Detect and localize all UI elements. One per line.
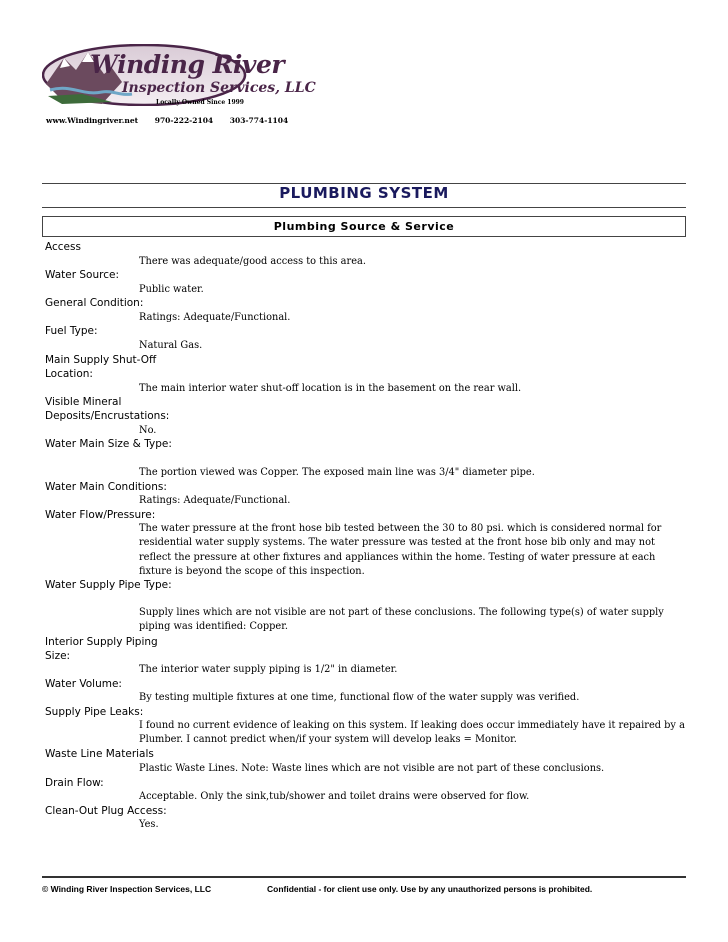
- item-text: I found no current evidence of leaking on this system. If leaking does occur immediately have it repaired by a Plumber. I cannot predict when/if your system will develop leaks = Monitor.: [139, 720, 685, 746]
- item-text: Yes.: [139, 819, 159, 830]
- item-label: Water Main Size & Type:: [45, 438, 172, 450]
- item-text: Acceptable. Only the sink,tub/shower and toilet drains were observed for flow.: [139, 791, 530, 802]
- item-text: Plastic Waste Lines. Note: Waste lines which are not visible are not part of these conclusions.: [139, 763, 605, 774]
- item-text: The portion viewed was Copper. The exposed main line was 3/4" diameter pipe.: [139, 467, 535, 478]
- item-label: Supply Pipe Leaks:: [45, 706, 144, 718]
- logo-subtitle: Inspection Services, LLC: [122, 80, 316, 96]
- item-label: Fuel Type:: [45, 325, 98, 337]
- item-text: The main interior water shut-off location is in the basement on the rear wall.: [139, 383, 522, 394]
- item-text: Ratings: Adequate/Functional.: [139, 495, 291, 506]
- item-text: Public water.: [139, 284, 204, 295]
- item-label: Drain Flow:: [45, 777, 104, 789]
- item-label: Water Source:: [45, 269, 119, 281]
- item-label: General Condition:: [45, 297, 144, 309]
- website-link[interactable]: www.Windingriver.net: [46, 116, 139, 125]
- tagline: Locally Owned Since 1999: [156, 99, 244, 106]
- logo-title: Winding River: [90, 50, 285, 79]
- section-bottom-rule: [42, 207, 686, 208]
- footer-rule: [42, 876, 686, 878]
- footer-notice: Confidential - for client use only. Use by any unauthorized persons is prohibited.: [267, 884, 593, 894]
- item-text: The water pressure at the front hose bib tested between the 30 to 80 psi. which is considered normal for residential water supply systems. The water pressure was tested at the front hose bib only and may not reflect the pressure at other fixtures and appliances within the home. Testing of water pressure at each fixture is beyond the scope of this inspection.: [139, 523, 662, 577]
- item-text: Natural Gas.: [139, 340, 203, 351]
- phone-number-2: 303-774-1104: [229, 116, 289, 125]
- item-text: There was adequate/good access to this area.: [139, 256, 366, 267]
- item-text: By testing multiple fixtures at one time, functional flow of the water supply was verified.: [139, 692, 580, 703]
- section-title: PLUMBING SYSTEM: [279, 184, 449, 202]
- item-label: Water Flow/Pressure:: [45, 509, 156, 521]
- item-label: Visible Mineral Deposits/Encrustations:: [45, 396, 170, 422]
- phone-number-1: 970-222-2104: [154, 116, 214, 125]
- item-label: Access: [45, 241, 81, 253]
- item-label: Water Supply Pipe Type:: [45, 579, 172, 591]
- item-text: The interior water supply piping is 1/2" in diameter.: [139, 664, 398, 675]
- item-text: Ratings: Adequate/Functional.: [139, 312, 291, 323]
- item-label: Interior Supply Piping Size:: [45, 636, 158, 662]
- item-label: Clean-Out Plug Access:: [45, 805, 167, 817]
- item-label: Water Volume:: [45, 678, 122, 690]
- item-text: No.: [139, 425, 157, 436]
- footer-copyright: © Winding River Inspection Services, LLC: [42, 884, 212, 894]
- item-text: Supply lines which are not visible are not part of these conclusions. The following type(s) of water supply piping was identified: Copper.: [139, 607, 664, 633]
- item-label: Main Supply Shut-Off Location:: [45, 354, 157, 380]
- subsection-title: Plumbing Source & Service: [42, 216, 686, 237]
- contact-line: [46, 116, 302, 125]
- item-label: Water Main Conditions:: [45, 481, 167, 493]
- item-label: Waste Line Materials: [45, 748, 154, 760]
